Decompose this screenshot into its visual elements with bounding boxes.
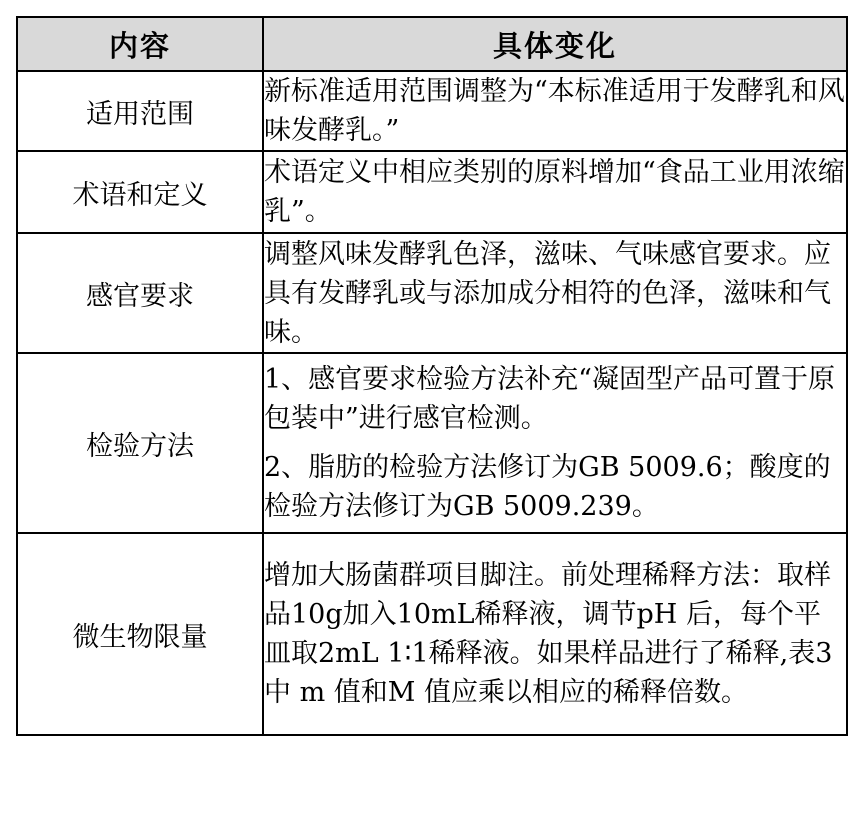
item-cell: 感官要求	[17, 233, 263, 353]
detail-paragraph: 新标准适用范围调整为“本标准适用于发酵乳和风味发酵乳。”	[264, 76, 845, 146]
item-cell: 微生物限量	[17, 533, 263, 735]
detail-paragraph: 术语定义中相应类别的原料增加“食品工业用浓缩乳”。	[264, 157, 845, 227]
detail-paragraph: 调整风味发酵乳色泽，滋味、气味感官要求。应具有发酵乳或与添加成分相符的色泽，滋味和气味。	[264, 238, 831, 348]
table-row	[17, 71, 847, 151]
detail-cell	[263, 533, 847, 735]
detail-paragraph: 2、脂肪的检验方法修订为GB 5009.6；酸度的检验方法修订为GB 5009.239。	[264, 452, 831, 522]
table-row	[17, 233, 847, 353]
item-cell: 术语和定义	[17, 151, 263, 233]
detail-paragraph: 增加大肠菌群项目脚注。前处理稀释方法：取样品10g加入10mL稀释液，调节pH 后，每个平皿取2mL 1∶1稀释液。如果样品进行了稀释,表3中 m 值和M 值应乘以相应的稀释倍数。	[264, 560, 833, 708]
header-item: 内容	[17, 17, 263, 71]
item-cell: 检验方法	[17, 353, 263, 533]
detail-cell	[263, 71, 847, 151]
header-detail: 具体变化	[263, 17, 847, 71]
table-row	[17, 151, 847, 233]
detail-cell	[263, 233, 847, 353]
standard-changes-table	[16, 16, 848, 736]
table-row	[17, 533, 847, 735]
header-row	[17, 17, 847, 71]
table-row	[17, 353, 847, 533]
detail-cell	[263, 353, 847, 533]
item-cell: 适用范围	[17, 71, 263, 151]
detail-cell	[263, 151, 847, 233]
detail-paragraph: 1、感官要求检验方法补充“凝固型产品可置于原包装中”进行感官检测。	[264, 364, 835, 434]
